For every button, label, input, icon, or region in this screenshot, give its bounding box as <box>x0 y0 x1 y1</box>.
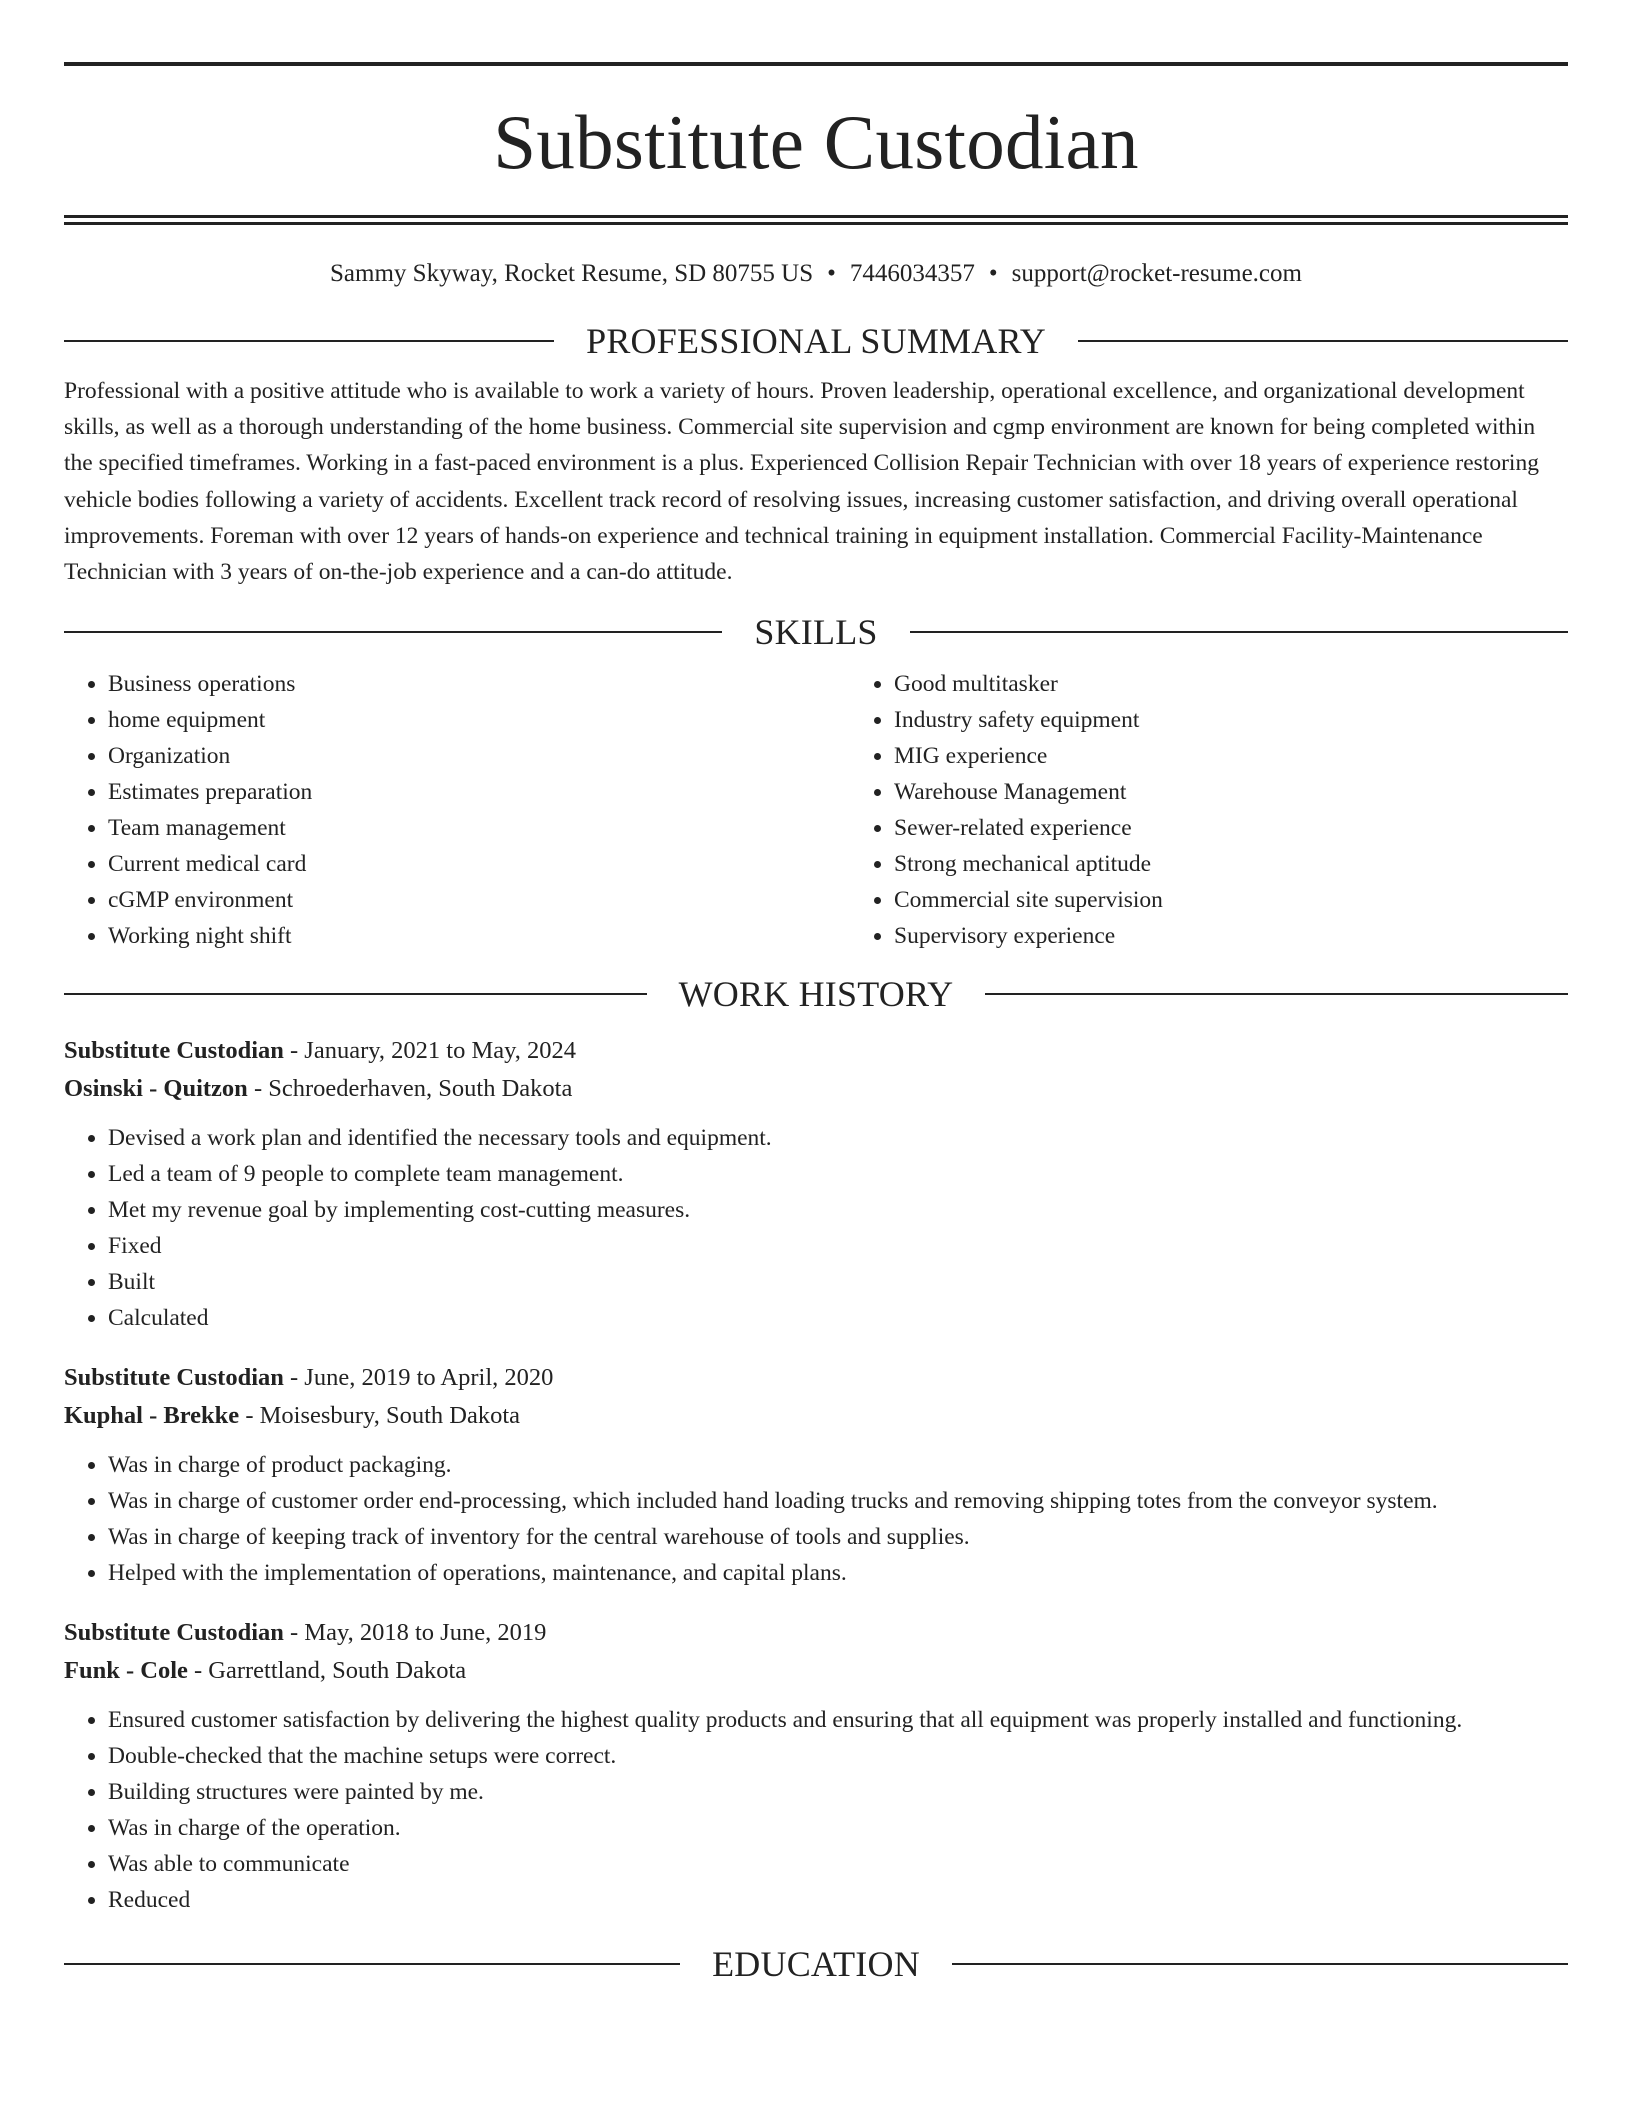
section-rule-left <box>64 340 554 342</box>
top-rule <box>64 62 1568 66</box>
job-entry <box>64 1032 1568 1336</box>
skill-item: • Organization <box>108 738 850 774</box>
job-bullet: • Reduced <box>108 1882 1568 1918</box>
resume-title: Substitute Custodian <box>493 99 1139 185</box>
section-rule-right <box>952 1963 1568 1965</box>
job-bullets <box>64 1120 1568 1336</box>
contact-line <box>64 259 1568 289</box>
job-bullet: • Was in charge of product packaging. <box>108 1447 1568 1483</box>
contact-phone: 7446034357 <box>849 260 975 287</box>
skill-item: • cGMP environment <box>108 882 850 918</box>
job-bullets <box>64 1702 1568 1918</box>
job-bullet: • Building structures were painted by me. <box>108 1774 1568 1810</box>
skill-item: • Industry safety equipment <box>894 702 1568 738</box>
job-bullet: • Met my revenue goal by implementing cost-cutting measures. <box>108 1192 1568 1228</box>
job-company-line <box>64 1397 1568 1435</box>
skills-columns <box>64 666 1568 954</box>
section-rule-right <box>910 631 1568 633</box>
job-bullet: • Devised a work plan and identified the necessary tools and equipment. <box>108 1120 1568 1156</box>
job-bullet: • Led a team of 9 people to complete team management. <box>108 1156 1568 1192</box>
summary-text: Professional with a positive attitude who is available to work a variety of hours. Proven leadership, operational excellence, and organizational development skills, as well as a thorough understanding of the home business. Commercial site supervision and cgmp environment are known for being completed within the specified timeframes. Working in a fast-paced environment is a plus. Experienced Collision Repair Technician with over 18 years of experience restoring vehicle bodies following a variety of accidents. Excellent track record of resolving issues, increasing customer satisfaction, and driving overall operational improvements. Foreman with over 12 years of hands-on experience and technical training in equipment installation. Commercial Facility-Maintenance Technician with 3 years of on-the-job experience and a can-do attitude. <box>64 378 1539 586</box>
skill-item: • Warehouse Management <box>894 774 1568 810</box>
skill-item: • Supervisory experience <box>894 918 1568 954</box>
job-bullet: • Was in charge of keeping track of inventory for the central warehouse of tools and supplies. <box>108 1519 1568 1555</box>
job-bullet: • Built <box>108 1264 1568 1300</box>
skill-item: • Current medical card <box>108 846 850 882</box>
skill-item: • Team management <box>108 810 850 846</box>
work-section-header <box>64 972 1568 1016</box>
skills-list-right <box>850 666 1568 954</box>
skill-item: • Strong mechanical aptitude <box>894 846 1568 882</box>
work-section-title: WORK HISTORY <box>678 974 954 1015</box>
job-bullet: • Helped with the implementation of operations, maintenance, and capital plans. <box>108 1555 1568 1591</box>
skill-item: • home equipment <box>108 702 850 738</box>
job-company: Kuphal - Brekke <box>64 1402 240 1430</box>
job-company-line <box>64 1070 1568 1108</box>
summary-section-title: PROFESSIONAL SUMMARY <box>586 321 1046 361</box>
skill-item: • Business operations <box>108 666 850 702</box>
job-entry <box>64 1359 1568 1591</box>
job-bullet: • Calculated <box>108 1300 1568 1336</box>
job-title: Substitute Custodian <box>64 1364 284 1392</box>
job-location: - Moisesbury, South Dakota <box>239 1402 521 1430</box>
job-title-line <box>64 1614 1568 1652</box>
skill-item: • Estimates preparation <box>108 774 850 810</box>
job-dates: - January, 2021 to May, 2024 <box>283 1037 577 1065</box>
skills-section-title: SKILLS <box>754 612 878 653</box>
job-dates: - May, 2018 to June, 2019 <box>283 1619 547 1647</box>
job-bullet: • Double-checked that the machine setups were correct. <box>108 1738 1568 1774</box>
skill-item: • Commercial site supervision <box>894 882 1568 918</box>
job-location: - Schroederhaven, South Dakota <box>247 1075 573 1103</box>
job-entry <box>64 1614 1568 1918</box>
summary-section-header <box>64 319 1568 363</box>
section-rule-right <box>1078 340 1568 342</box>
job-location: - Garrettland, South Dakota <box>187 1657 467 1685</box>
job-company: Funk - Cole <box>64 1657 188 1685</box>
job-dates: - June, 2019 to April, 2020 <box>283 1364 554 1392</box>
contact-separator: • <box>988 260 998 287</box>
skill-item: • Sewer-related experience <box>894 810 1568 846</box>
job-bullets <box>64 1447 1568 1591</box>
skill-item: • Working night shift <box>108 918 850 954</box>
job-bullet: • Ensured customer satisfaction by delivering the highest quality products and ensuring that all equipment was properly installed and functioning. <box>108 1702 1568 1738</box>
job-title-line <box>64 1359 1568 1397</box>
skill-item: • Good multitasker <box>894 666 1568 702</box>
job-title-line <box>64 1032 1568 1070</box>
section-rule-left <box>64 1963 680 1965</box>
contact-separator: • <box>827 260 836 287</box>
section-rule-left <box>64 993 647 995</box>
skill-item: • MIG experience <box>894 738 1568 774</box>
skills-list-left <box>64 666 850 954</box>
job-company-line <box>64 1652 1568 1690</box>
title-double-rule <box>64 215 1568 225</box>
education-section-header <box>64 1942 1568 1986</box>
section-rule-right <box>985 993 1568 995</box>
job-bullet: • Was in charge of the operation. <box>108 1810 1568 1846</box>
skills-section-header <box>64 610 1568 654</box>
job-title: Substitute Custodian <box>64 1619 284 1647</box>
section-rule-left <box>64 631 722 633</box>
job-title: Substitute Custodian <box>64 1037 284 1065</box>
job-bullet: • Was in charge of customer order end-processing, which included hand loading trucks and removing shipping totes from the conveyor system. <box>108 1483 1568 1519</box>
contact-email: support@rocket-resume.com <box>1011 260 1302 287</box>
job-bullet: • Fixed <box>108 1228 1568 1264</box>
education-section-title: EDUCATION <box>712 1944 920 1985</box>
job-bullet: • Was able to communicate <box>108 1846 1568 1882</box>
contact-address: Sammy Skyway, Rocket Resume, SD 80755 US <box>330 260 814 287</box>
job-company: Osinski - Quitzon <box>64 1075 248 1103</box>
